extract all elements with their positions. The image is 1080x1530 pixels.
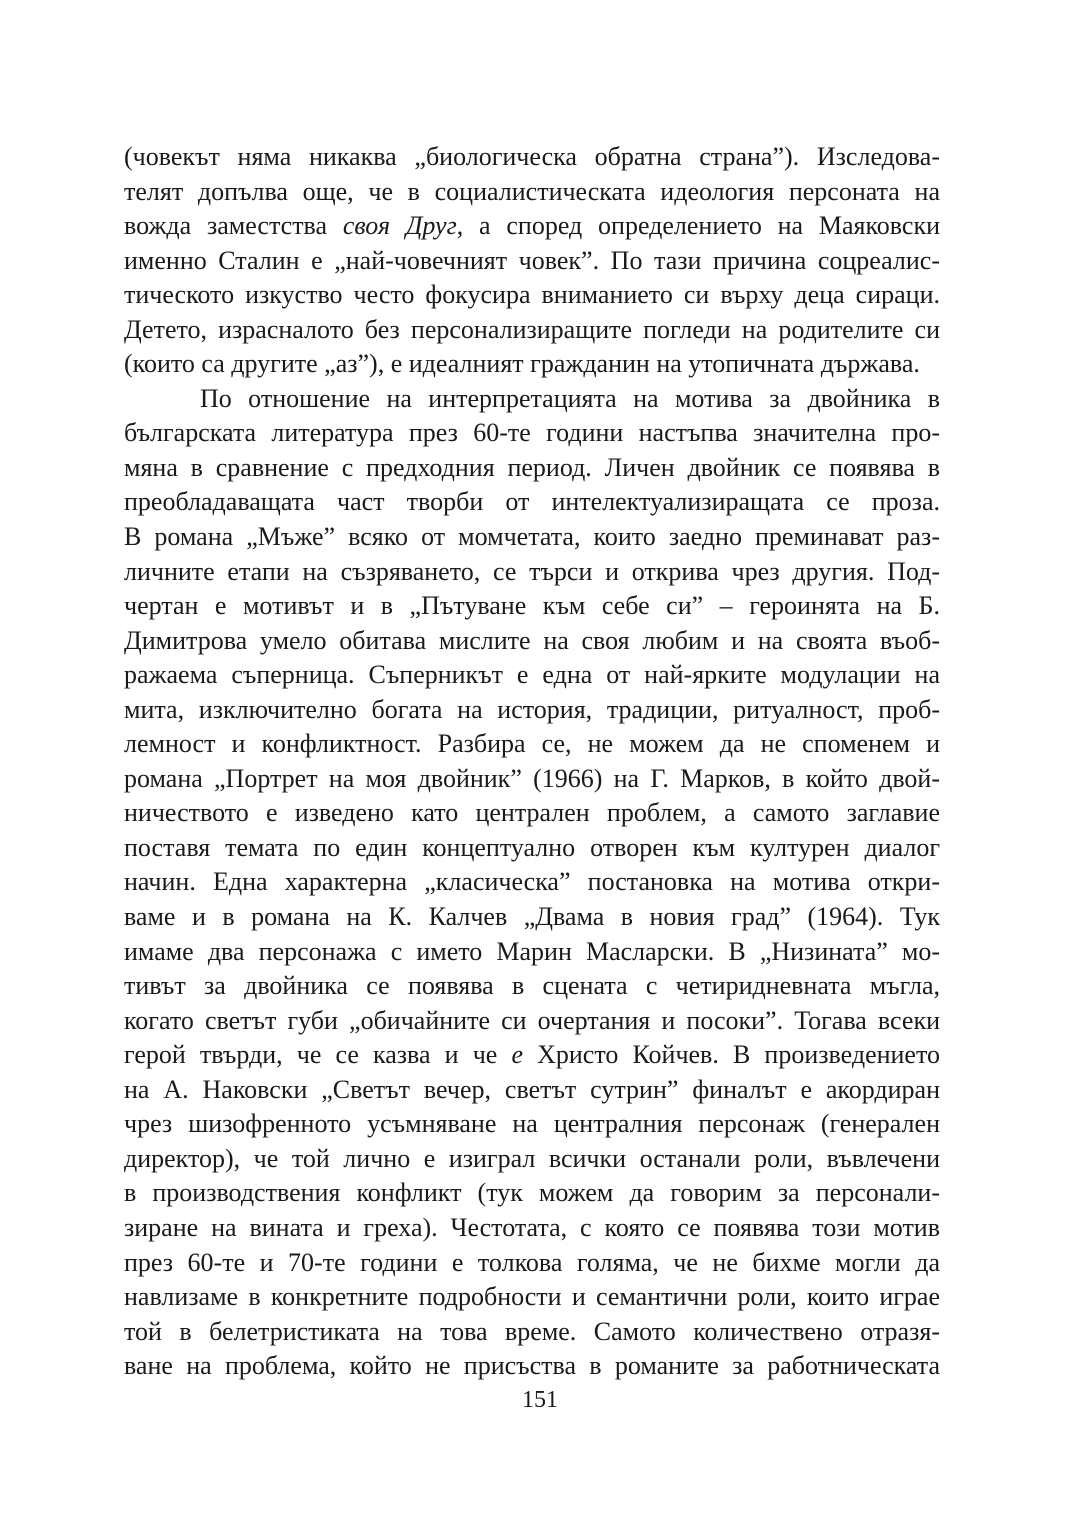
text-segment: романа „Портрет на моя двойник” (1966) на Г. Марков, в който двой- [124,763,940,793]
text-line [124,1176,940,1211]
text-segment: в производствения конфликт (тук можем да говорим за персонали- [124,1178,940,1208]
text-segment: , а според определението на Маяковски [456,211,941,241]
text-segment: герой твърди, че се казва и че [124,1040,512,1070]
text-line [124,624,940,659]
text-line [124,416,940,451]
text-line [124,140,940,175]
text-line [124,1004,940,1039]
text-segment: той в белетристиката на това време. Самото количествено отразя- [124,1316,940,1346]
text-segment: телят допълва още, че в социалистическата идеология персоната на [124,176,940,206]
text-line [124,347,940,382]
text-line [124,969,940,1004]
text-segment: чрез шизофренното усъмняване на централния персонаж (генерален [124,1109,940,1139]
text-line [124,796,940,831]
text-line [124,244,940,279]
text-segment: тивът за двойника се появява в сцената с четиридневната мъгла, [124,971,940,1001]
text-segment: (човекът няма никаква „биологическа обратна страна”). Изследова- [124,142,940,171]
text-segment: зиране на вината и греха). Честотата, с която се появява този мотив [124,1212,940,1242]
text-segment: По отношение на интерпретацията на мотива за двойника в [200,383,940,413]
text-line [124,1107,940,1142]
text-line [124,1211,940,1246]
text-segment: поставя темата по един концептуално отворен към културен диалог [124,832,940,862]
text-line [124,865,940,900]
text-line [124,1315,940,1350]
text-segment: през 60-те и 70-те години е толкова голяма, че не бихме могли да [124,1247,940,1277]
text-line [124,1073,940,1108]
text-line [124,727,940,762]
text-segment: личните етапи на съзряването, се търси и открива чрез другия. Под- [124,556,940,586]
text-segment: имаме два персонажа с името Марин Масларски. В „Низината” мо- [124,936,940,966]
text-line [124,1349,940,1384]
italic-phrase: своя Друг [342,211,457,241]
text-line [124,1246,940,1281]
text-line [124,900,940,935]
text-segment: ване на проблема, който не присъства в романите за работническата [124,1351,940,1381]
text-segment: преобладаващата част творби от интелектуализиращата се проза. [124,487,940,517]
italic-phrase: е [511,1040,523,1070]
text-segment: ваме и в романа на К. Калчев „Двама в новия град” (1964). Тук [124,902,940,932]
text-segment: мяна в сравнение с предходния период. Личен двойник се появява в [124,452,940,482]
text-line [124,831,940,866]
text-segment: Христо Койчев. В произведението [522,1040,940,1070]
text-line [124,1280,940,1315]
text-line [124,589,940,624]
text-segment: чертан е мотивът и в „Пътуване към себе си” – героинята на Б. [124,591,940,621]
text-segment: именно Сталин е „най-човечният човек”. По тази причина соцреалис- [124,245,940,275]
text-segment: когато светът губи „обичайните си очертания и посоки”. Тогава всеки [124,1005,940,1035]
text-segment: Димитрова умело обитава мислите на своя любим и на своята въоб- [124,625,940,655]
text-line [124,313,940,348]
text-line [124,555,940,590]
text-line [124,209,940,244]
text-segment: ничеството е изведено като централен проблем, а самото заглавие [124,798,940,828]
text-segment: ражаема съперница. Съперникът е една от най-ярките модулации на [124,660,940,690]
page-number: 151 [522,1387,558,1413]
text-line [124,1038,940,1073]
text-segment: (които са другите „аз”), е идеалният гражданин на утопичната държава. [124,349,920,379]
text-line [124,520,940,555]
text-line [124,935,940,970]
text-segment: В романа „Мъже” всяко от момчетата, които заедно преминават раз- [124,522,940,552]
text-segment: мита, изключително богата на история, традиции, ритуалност, проб- [124,694,940,724]
text-segment: директор), че той лично е изиграл всички останали роли, въвлечени [124,1143,940,1173]
text-segment: на А. Наковски „Светът вечер, светът сутрин” финалът е акордиран [124,1074,940,1104]
text-segment: лемност и конфликтност. Разбира се, не можем да не споменем и [124,729,940,759]
text-segment: вожда заместства [124,211,343,241]
text-segment: начин. Една характерна „класическа” постановка на мотива откри- [124,867,940,897]
text-line [124,175,940,210]
text-line [124,658,940,693]
text-line [124,762,940,797]
text-line [124,1142,940,1177]
text-segment: тическото изкуство често фокусира вниманието си върху деца сираци. [124,280,940,310]
text-segment: Детето, израсналото без персонализиращите погледи на родителите си [124,314,940,344]
text-line [124,278,940,313]
text-segment: българската литература през 60-те години настъпва значителна про- [124,418,940,448]
text-line [124,485,940,520]
page-body [124,140,940,1384]
text-line [124,693,940,728]
text-segment: навлизаме в конкретните подробности и семантични роли, които играе [124,1282,940,1312]
text-line [124,451,940,486]
paragraph-first-line [124,382,940,417]
